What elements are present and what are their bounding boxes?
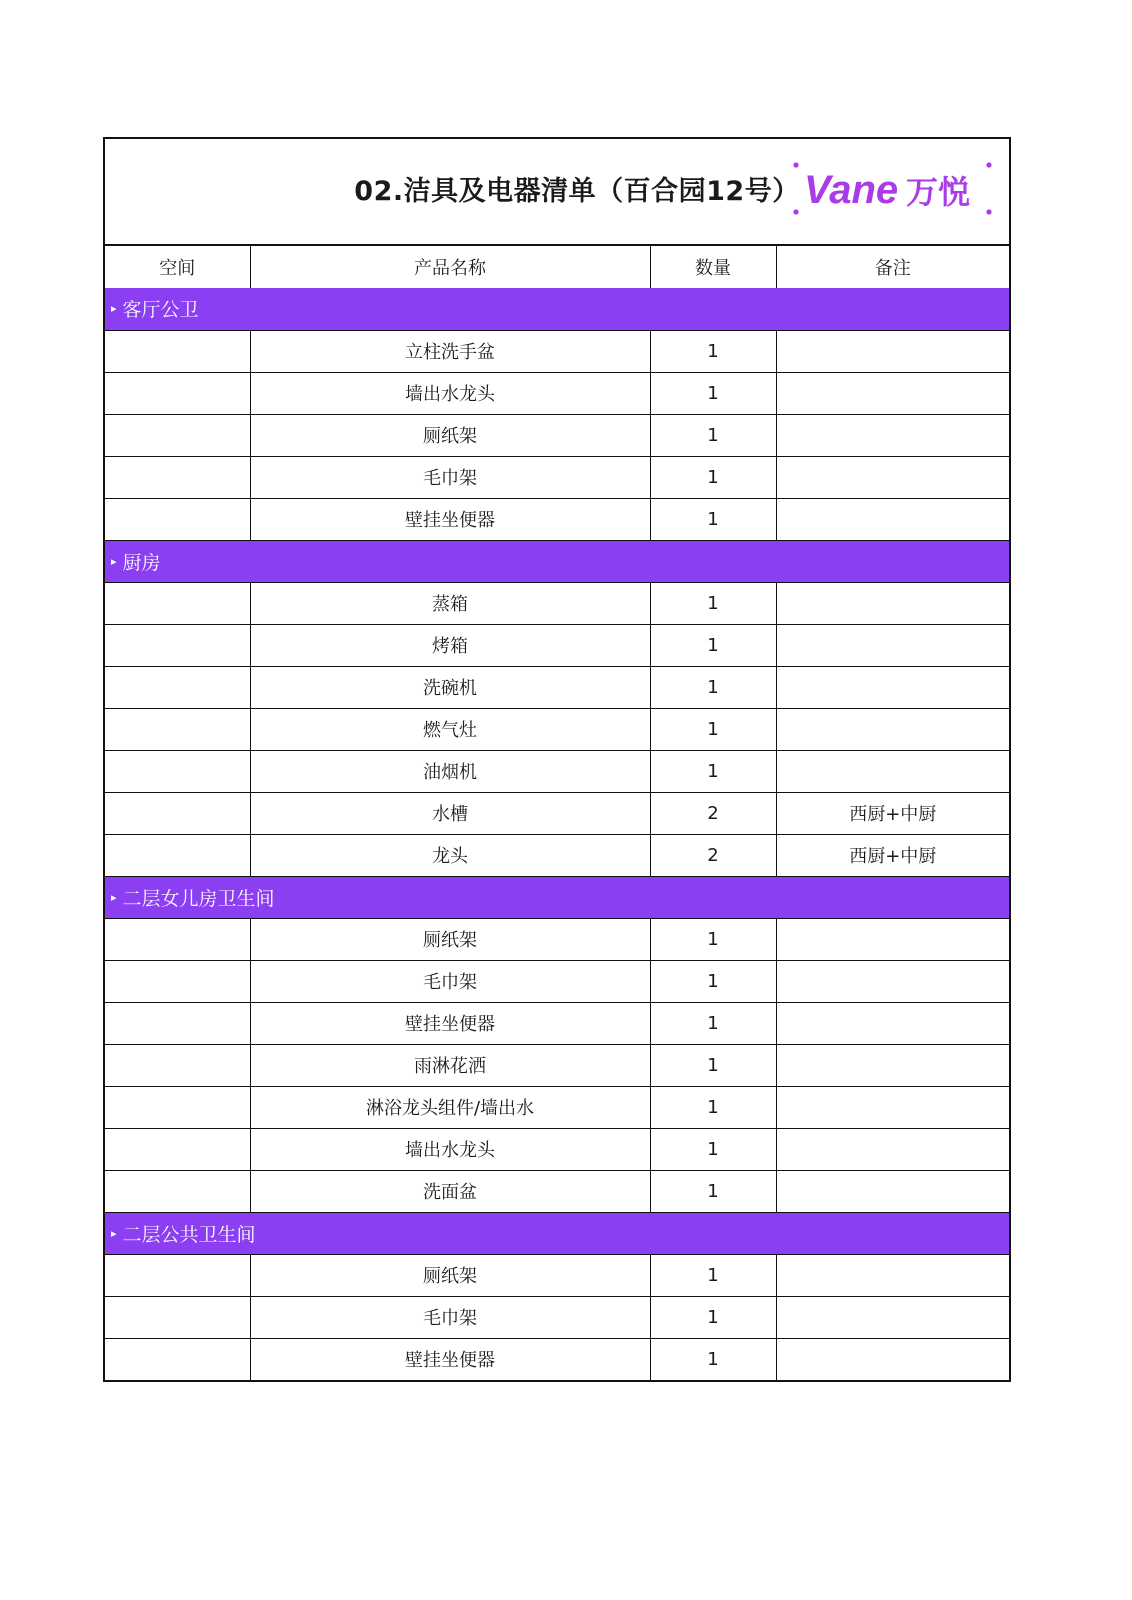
cell-product: 立柱洗手盆 [250, 330, 650, 372]
cell-note [776, 624, 1009, 666]
cell-space [105, 918, 250, 960]
section-marker-icon: ▸ [111, 890, 117, 904]
section-marker-icon: ▸ [111, 554, 117, 568]
cell-note [776, 1128, 1009, 1170]
cell-product: 厕纸架 [250, 1254, 650, 1296]
table-row [105, 708, 1009, 750]
cell-space [105, 1044, 250, 1086]
cell-note [776, 1254, 1009, 1296]
cell-space [105, 456, 250, 498]
cell-quantity: 1 [650, 456, 776, 498]
cell-space [105, 624, 250, 666]
table-row [105, 1044, 1009, 1086]
table-row [105, 834, 1009, 876]
cell-quantity: 1 [650, 960, 776, 1002]
vane-logo-mark [790, 159, 995, 221]
section-row [105, 540, 1009, 582]
cell-space [105, 1338, 250, 1380]
cell-quantity: 1 [650, 1338, 776, 1380]
header-product: 产品名称 [250, 246, 650, 288]
cell-space [105, 1254, 250, 1296]
table-row [105, 1128, 1009, 1170]
cell-note [776, 1044, 1009, 1086]
table-row [105, 1002, 1009, 1044]
cell-space [105, 372, 250, 414]
cell-product: 洗碗机 [250, 666, 650, 708]
cell-space [105, 1170, 250, 1212]
section-cell [105, 1212, 1009, 1254]
table-row [105, 498, 1009, 540]
table-row [105, 582, 1009, 624]
section-title: 二层女儿房卫生间 [122, 887, 275, 910]
cell-quantity: 1 [650, 666, 776, 708]
cell-note [776, 666, 1009, 708]
logo-latin-text: Vane [804, 168, 899, 212]
section-cell [105, 540, 1009, 582]
cell-quantity: 1 [650, 372, 776, 414]
table-row [105, 414, 1009, 456]
cell-quantity: 1 [650, 918, 776, 960]
cell-note [776, 414, 1009, 456]
title-row [105, 139, 1009, 246]
vane-logo [790, 159, 995, 221]
table-row [105, 750, 1009, 792]
cell-quantity: 1 [650, 1128, 776, 1170]
items-table [105, 246, 1009, 1380]
table-body [105, 288, 1009, 1380]
cell-product: 厕纸架 [250, 414, 650, 456]
document-title: 02.洁具及电器清单（百合园12号） [354, 176, 800, 207]
cell-note [776, 750, 1009, 792]
cell-space [105, 792, 250, 834]
cell-note [776, 918, 1009, 960]
cell-quantity: 1 [650, 1254, 776, 1296]
table-row [105, 960, 1009, 1002]
cell-product: 龙头 [250, 834, 650, 876]
cell-note [776, 1296, 1009, 1338]
cell-note [776, 708, 1009, 750]
cell-quantity: 1 [650, 1044, 776, 1086]
section-marker-icon: ▸ [111, 1226, 117, 1240]
cell-space [105, 750, 250, 792]
cell-space [105, 1086, 250, 1128]
cell-product: 雨淋花洒 [250, 1044, 650, 1086]
cell-product: 壁挂坐便器 [250, 1002, 650, 1044]
cell-note [776, 1170, 1009, 1212]
cell-note [776, 372, 1009, 414]
header-note: 备注 [874, 258, 911, 279]
section-row [105, 288, 1009, 330]
table-row [105, 456, 1009, 498]
cell-quantity: 2 [650, 834, 776, 876]
cell-note [776, 1338, 1009, 1380]
cell-space [105, 960, 250, 1002]
table-row [105, 1170, 1009, 1212]
cell-product: 水槽 [250, 792, 650, 834]
cell-product: 毛巾架 [250, 456, 650, 498]
section-cell [105, 876, 1009, 918]
table-row [105, 918, 1009, 960]
cell-product: 毛巾架 [250, 960, 650, 1002]
table-row [105, 372, 1009, 414]
cell-product: 蒸箱 [250, 582, 650, 624]
cell-quantity: 1 [650, 1170, 776, 1212]
table-row [105, 1254, 1009, 1296]
section-title: 二层公共卫生间 [122, 1223, 256, 1246]
table-row [105, 1086, 1009, 1128]
cell-quantity: 1 [650, 1086, 776, 1128]
cell-quantity: 1 [650, 582, 776, 624]
cell-product: 壁挂坐便器 [250, 498, 650, 540]
cell-product: 燃气灶 [250, 708, 650, 750]
cell-product: 毛巾架 [250, 1296, 650, 1338]
cell-note [776, 582, 1009, 624]
section-marker-icon: ▸ [111, 302, 117, 316]
section-row [105, 876, 1009, 918]
header-space: 空间 [105, 246, 250, 288]
table-row [105, 1296, 1009, 1338]
cell-quantity: 1 [650, 1296, 776, 1338]
cell-space [105, 1002, 250, 1044]
section-title: 客厅公卫 [122, 299, 199, 322]
section-title: 厨房 [122, 551, 161, 574]
cell-quantity: 1 [650, 750, 776, 792]
cell-space [105, 708, 250, 750]
cell-space [105, 582, 250, 624]
cell-product: 厕纸架 [250, 918, 650, 960]
cell-note [776, 498, 1009, 540]
cell-product: 墙出水龙头 [250, 1128, 650, 1170]
table-row [105, 792, 1009, 834]
section-cell [105, 288, 1009, 330]
cell-space [105, 834, 250, 876]
logo-cn-text: 万悦 [906, 173, 971, 211]
cell-quantity: 1 [650, 1002, 776, 1044]
cell-product: 洗面盆 [250, 1170, 650, 1212]
header-quantity: 数量 [650, 246, 776, 288]
cell-product: 油烟机 [250, 750, 650, 792]
cell-space [105, 666, 250, 708]
cell-quantity: 1 [650, 708, 776, 750]
cell-note: 西厨+中厨 [776, 792, 1009, 834]
cell-quantity: 2 [650, 792, 776, 834]
section-row [105, 1212, 1009, 1254]
checklist-sheet [103, 137, 1011, 1382]
cell-quantity: 1 [650, 330, 776, 372]
cell-note [776, 330, 1009, 372]
cell-space [105, 1296, 250, 1338]
table-row [105, 330, 1009, 372]
cell-product: 墙出水龙头 [250, 372, 650, 414]
cell-note [776, 960, 1009, 1002]
cell-quantity: 1 [650, 414, 776, 456]
table-row [105, 624, 1009, 666]
header-row [105, 246, 1009, 288]
cell-quantity: 1 [650, 624, 776, 666]
cell-space [105, 498, 250, 540]
cell-note [776, 456, 1009, 498]
cell-note: 西厨+中厨 [776, 834, 1009, 876]
cell-product: 淋浴龙头组件/墙出水 [250, 1086, 650, 1128]
cell-space [105, 330, 250, 372]
cell-note [776, 1086, 1009, 1128]
cell-note [776, 1002, 1009, 1044]
table-row [105, 1338, 1009, 1380]
cell-space [105, 414, 250, 456]
cell-product: 烤箱 [250, 624, 650, 666]
cell-quantity: 1 [650, 498, 776, 540]
cell-product: 壁挂坐便器 [250, 1338, 650, 1380]
table-row [105, 666, 1009, 708]
cell-space [105, 1128, 250, 1170]
